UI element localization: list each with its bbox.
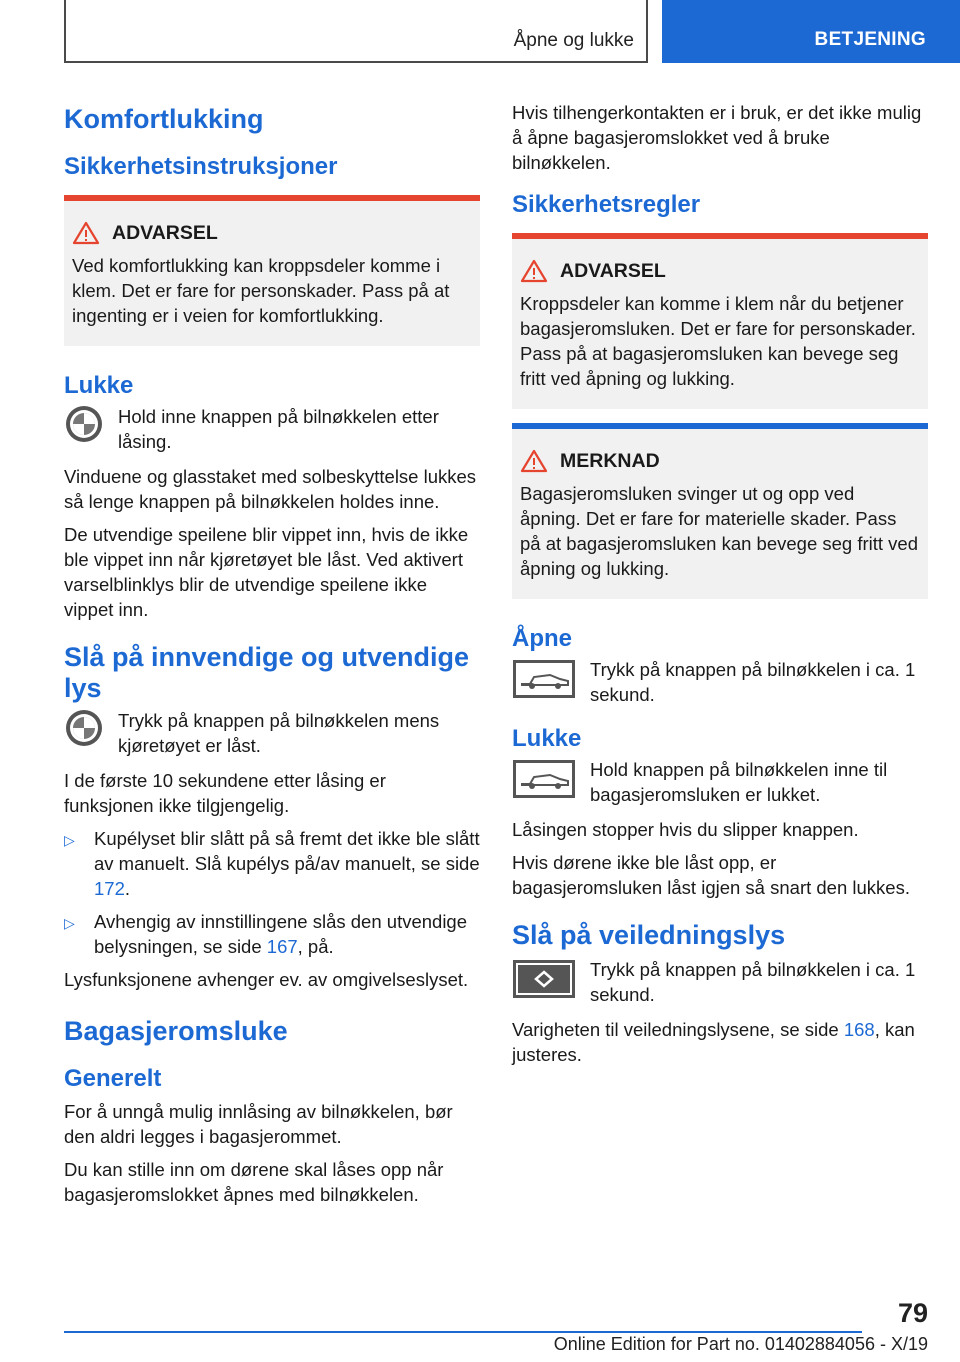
heading-sikkerhetsinstruksjoner: Sikkerhetsinstruksjoner <box>64 153 338 180</box>
triangle-bullet-icon: ▷ <box>64 915 75 931</box>
triangle-bullet-icon: ▷ <box>64 832 75 848</box>
header-chapter-title: BETJENING <box>814 29 926 50</box>
paragraph-varighet: Varigheten til veiledningslysene, se side 168, kan justeres. <box>512 1019 915 1065</box>
bullet-item: ▷ Kupélyset blir slått på så fremt det ikke ble slått av manuelt. Slå kupélys på/av manuelt, se side 172. <box>64 828 480 899</box>
page-ref-link[interactable]: 168 <box>843 1019 875 1040</box>
note-title: MERKNAD <box>520 449 920 473</box>
key-instruction-lys: Trykk på knappen på bilnøkkelen mens kjøretøyet er låst. <box>64 708 480 758</box>
warning-box-bagasje <box>512 233 928 409</box>
right-column <box>512 100 928 1075</box>
warning-box-komfort <box>64 195 480 346</box>
heading-veiledningslys: Slå på veiledningslys <box>512 920 786 950</box>
header-section-box <box>64 0 648 63</box>
warning-title: ADVARSEL <box>72 221 472 245</box>
header-section-title: Åpne og lukke <box>513 30 634 51</box>
warning-text: Kroppsdeler kan komme i klem når du betjener bagasjeromsluken. Det er fare for personskader. Pass på at bagasjeromsluken kan bevege seg fritt ved åpning og lukking. <box>520 293 916 389</box>
key-instruction-lukke: Hold inne knappen på bilnøkkelen etter låsing. <box>64 404 480 454</box>
heading-lukke: Lukke <box>64 372 134 399</box>
key-instruction-lukke-bagasje: Hold knappen på bilnøkkelen inne til bagasjeromsluken er lukket. <box>512 757 928 807</box>
key-instruction-apne: Trykk på knappen på bilnøkkelen i ca. 1 sekund. <box>512 657 928 707</box>
guide-light-button-icon <box>512 959 576 999</box>
left-column <box>64 92 480 1215</box>
paragraph-unnga: For å unngå mulig innlåsing av bilnøkkelen, bør den aldri legges i bagasjerommet. <box>64 1101 453 1147</box>
heading-bagasjeromsluke: Bagasjeromsluke <box>64 1016 288 1046</box>
heading-sikkerhetsregler: Sikkerhetsregler <box>512 191 701 218</box>
paragraph-forste: I de første 10 sekundene etter låsing er funksjonen ikke tilgjengelig. <box>64 770 386 816</box>
paragraph-stille: Du kan stille inn om dørene skal låses opp når bagasjeromslokket åpnes med bilnøkkelen. <box>64 1159 444 1205</box>
bullet-item: ▷ Avhengig av innstillingene slås den utvendige belysningen, se side 167, på. <box>64 911 468 957</box>
paragraph-vinduer: Vinduene og glasstaket med solbeskyttelse lukkes så lenge knappen på bilnøkkelen holdes inne. <box>64 466 477 512</box>
paragraph-speil: De utvendige speilene blir vippet inn, hvis de ikke ble vippet inn når kjøretøyet ble låst. Ved aktivert varselblinklys blir de utvendige speilene ikke vippet inn. <box>64 524 469 620</box>
bmw-key-button-icon <box>64 404 104 444</box>
paragraph-lasingen: Låsingen stopper hvis du slipper knappen. <box>512 819 859 840</box>
heading-sla-pa-lys: Slå på innvendige og utvendige lys <box>64 642 470 703</box>
paragraph-lysfunksjonene: Lysfunksjonene avhenger ev. av omgivelseslyset. <box>64 969 469 990</box>
paragraph-dorene: Hvis dørene ikke ble låst opp, er bagasjeromsluken låst igjen så snart den lukkes. <box>512 852 910 898</box>
tailgate-button-icon <box>512 759 576 799</box>
note-text: Bagasjeromsluken svinger ut og opp ved åpning. Det er fare for materielle skader. Pass på at bagasjeromsluken kan bevege seg fritt ved åpning og lukking. <box>520 483 918 579</box>
header-chapter-tab <box>662 0 960 63</box>
warning-text: Ved komfortlukking kan kroppsdeler komme i klem. Det er fare for personskader. Pass på at ingenting er i veien for komfortlukking. <box>72 255 450 326</box>
footer-edition: Online Edition for Part no. 01402884056 - X/19 <box>553 1334 928 1354</box>
warning-triangle-icon <box>520 259 548 283</box>
paragraph-tilhenger: Hvis tilhengerkontakten er i bruk, er det ikke mulig å åpne bagasjeromslokket ved å bruke bilnøkkelen. <box>512 102 922 173</box>
heading-lukke-bagasje: Lukke <box>512 725 582 752</box>
bmw-key-button-icon <box>64 708 104 748</box>
warning-triangle-icon <box>72 221 100 245</box>
warning-triangle-icon <box>520 449 548 473</box>
tailgate-button-icon <box>512 659 576 699</box>
heading-apne: Åpne <box>512 625 572 652</box>
note-box-bagasje <box>512 423 928 599</box>
heading-generelt: Generelt <box>64 1065 162 1092</box>
warning-title: ADVARSEL <box>520 259 920 283</box>
page-ref-link[interactable]: 167 <box>266 936 298 957</box>
footer-divider <box>64 1331 862 1333</box>
page-ref-link[interactable]: 172 <box>94 878 125 899</box>
page-number: 79 <box>897 1298 928 1328</box>
key-instruction-veiledning: Trykk på knappen på bilnøkkelen i ca. 1 sekund. <box>512 957 928 1007</box>
heading-komfortlukking: Komfortlukking <box>64 104 264 134</box>
bullet-list-lys <box>64 826 480 959</box>
